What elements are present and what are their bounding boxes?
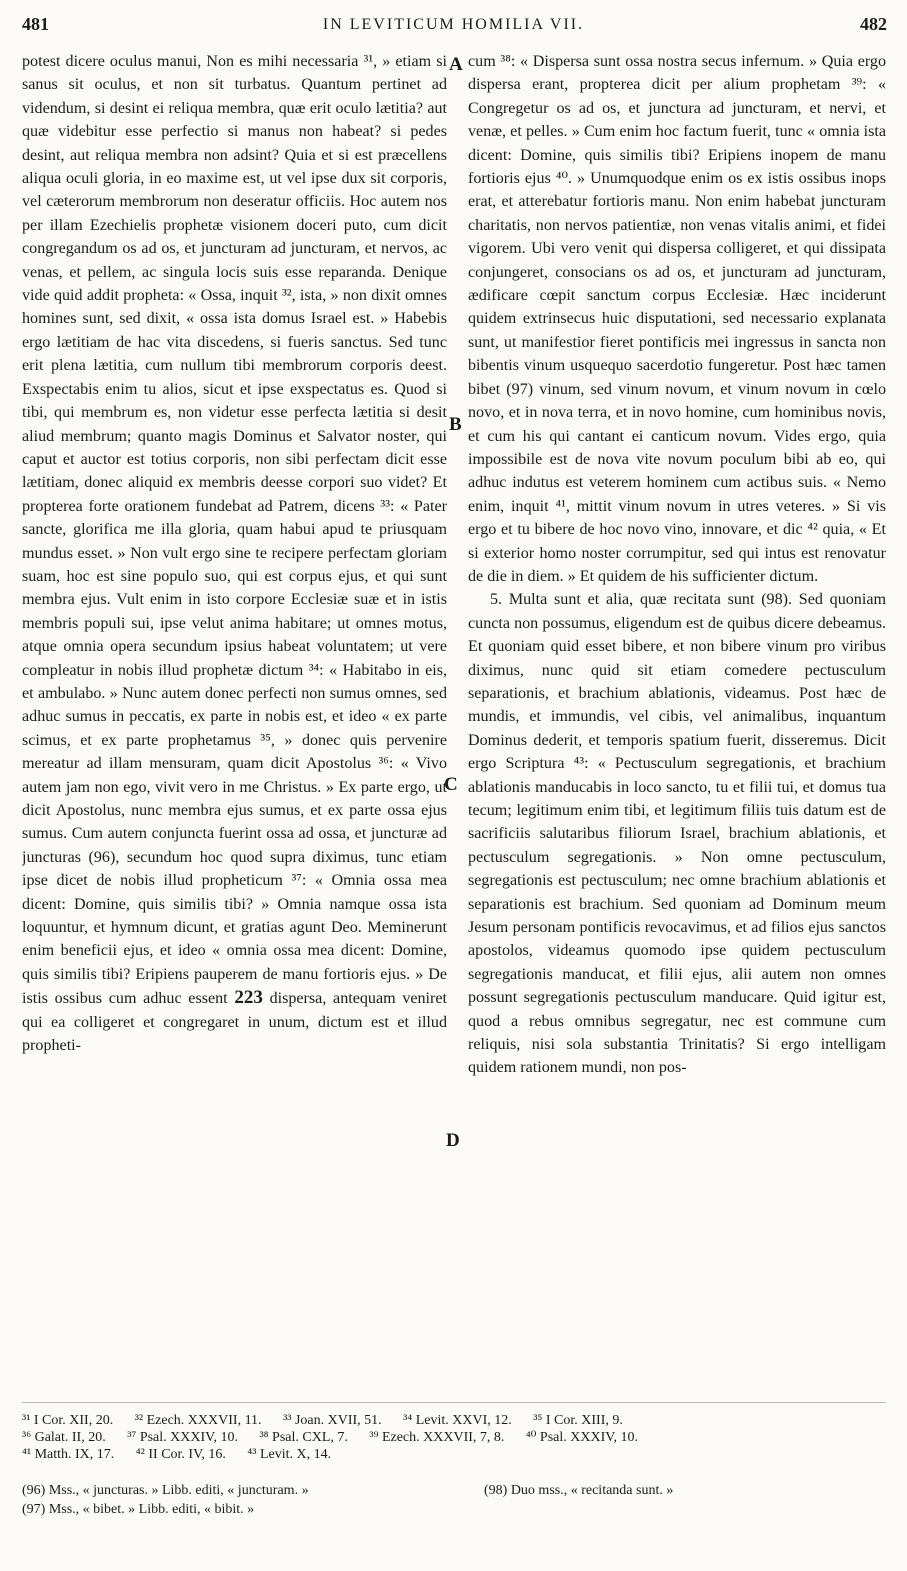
margin-letter-c: C: [444, 774, 458, 795]
page-number-left: 481: [22, 14, 49, 34]
left-text-main: potest dicere oculus manui, Non es mihi necessaria ³¹, » etiam si sanus sit oculus, et non sit turbatus. Quantum pertinet ad videndum, si desint ei reliqua membra, quæ erit oculo lætitia? aut quæ videbitur esse perfectio si manus non habeat? si pedes desint, aut reliqua membra non adsint? Quia et si est præcellens aliqua oculi gloria, in eo maxime est, ut vel ipse dux sit corporis, vel cæterorum membrorum non deseratur officiis. Hoc autem nos per illam Ezechielis prophetæ visionem doceri puto, cum dicit congregandum os ad os, et juncturam ad juncturam, et nervos, ac venas, et pellem, ac singula locis suis esse reparanda. Denique vide quid addit propheta: « Ossa, inquit ³², ista, » non dixit omnes homines sunt, sed dixit, « ossa ista domus Israel est. » Habebis ergo lætitiam de hac vita discedens, si fueris sanctus. Sed tunc erit plena lætitia, cum nullum tibi membrorum corporis deest. Exspectabis enim tu alios, sicut et ipse exspectatus es. Quod si tibi, qui membrum es, non videtur esse perfecta lætitia si desit aliud membrum; quanto magis Dominus et Salvator noster, qui caput et auctor est totius corporis, non sibi perfectam dicit esse lætitiam, donec aliquid ex membris deesse corpori suo videt? Et propterea forte orationem fundebat ad Patrem, dicens ³³: « Pater sancte, glorifica me illa gloria, quam habui apud te priusquam mundus esset. » Non vult ergo sine te recipere perfectam gloriam suam, hoc est sine populo suo, qui est corpus ejus, et qui sunt membra ejus. Vult enim in isto corpore Ecclesiæ suæ et in istis membris populi sui, ipse velut anima habitare; ut omnes motus, atque omnia opera secundum ipsius habeat voluntatem; ut vere compleatur in nobis illud prophetæ dictum ³⁴: « Habitabo in eis, et ambulabo. » Nunc autem donec perfecti non sumus omnes, sed adhuc sumus in peccatis, ex parte in nobis est, et ideo « ex parte scimus, et ex parte prophetamus ³⁵, » donec quis pervenire mereatur ad illam mensuram, quam dicit Apostolus ³⁶: « Vivo autem jam non ego, vivit vero in me Christus. » Ex parte ergo, ut dicit Apostolus, nunc membra ejus sumus, et ex parte ossa ejus sumus. Cum autem conjuncta fuerint ossa ad ossa, et juncturæ ad juncturas (96), secundum hoc quod supra diximus, tunc etiam ipse dicet de nobis illud propheticum ³⁷: « Omnia ossa mea dicent: Domine, quis similis tibi? » Omnia namque ossa ista loquuntur, et hymnum dicunt, et gratias agunt Deo. Meminerunt enim beneficii ejus, et ideo « omnia ossa mea dicent: Domine, quis similis tibi? Eripiens pauperem de manu fortioris ejus. » De istis ossibus cum adhuc essent: [22, 53, 447, 1008]
margin-letter-a: A: [449, 54, 463, 75]
variant-note-98: (98) Duo mss., « recitanda sunt. »: [484, 1483, 674, 1498]
footnote: ³¹ I Cor. XII, 20.: [22, 1413, 114, 1428]
variant-note-96: (96) Mss., « juncturas. » Libb. editi, « juncturam. »: [22, 1483, 309, 1498]
footnote: ⁴¹ Matth. IX, 17.: [22, 1447, 115, 1462]
footnotes-line-1: [22, 1412, 886, 1429]
footnote: ³⁵ I Cor. XIII, 9.: [533, 1413, 623, 1428]
footnotes-line-2: [22, 1429, 886, 1446]
left-text-end: dispersa, antequam veniret qui ea colligeret et congregaret in unum, dictum est et illud propheti-: [22, 990, 447, 1055]
footnote: ⁴² II Cor. IV, 16.: [135, 1447, 226, 1462]
footnote: ³⁷ Psal. XXXIV, 10.: [127, 1430, 238, 1445]
footnote-divider: [22, 1402, 886, 1403]
footnote: ³⁸ Psal. CXL, 7.: [259, 1430, 348, 1445]
column-right: [468, 50, 886, 1395]
margin-letter-b: B: [449, 414, 462, 435]
footnote: ³² Ezech. XXXVII, 11.: [134, 1413, 262, 1428]
footnotes-line-3: [22, 1446, 886, 1463]
variant-note-97: (97) Mss., « bibet. » Libb. editi, « bibit. »: [22, 1502, 255, 1517]
left-column-text: [22, 50, 447, 1057]
margin-letter-d: D: [446, 1130, 460, 1151]
footnote: ³⁶ Galat. II, 20.: [22, 1430, 106, 1445]
footnote: ⁴³ Levit. X, 14.: [247, 1447, 332, 1462]
marginal-number: 223: [234, 987, 263, 1009]
page-number-right: 482: [860, 14, 887, 34]
running-title: IN LEVITICUM HOMILIA VII.: [322, 16, 585, 33]
running-header: [0, 14, 907, 38]
footnote: ³⁹ Ezech. XXXVII, 7, 8.: [369, 1430, 505, 1445]
column-left: [22, 50, 447, 1395]
footnote: ³³ Joan. XVII, 51.: [283, 1413, 382, 1428]
footnote: ⁴⁰ Psal. XXXIV, 10.: [525, 1430, 639, 1445]
footnote: ³⁴ Levit. XXVI, 12.: [403, 1413, 512, 1428]
right-paragraph-1: cum ³⁸: « Dispersa sunt ossa nostra secus infernum. » Quia ergo dispersa erant, propterea dicit per alium prophetam ³⁹: « Congregetur os ad os, et junctura ad juncturam, et nervi, et venæ, et pelles. » Cum enim hoc factum fuerit, tunc « omnia ista dicent: Domine, quis similis tibi? Eripiens inopem de manu fortioris ejus ⁴⁰. » Unumquodque enim os ex istis ossibus inops erat, et atterebatur fortioris manu. Non enim habebat juncturam charitatis, non nervos patientiæ, non venas vitalis animi, et fidei vigorem. Ubi vero venit qui dispersa colligeret, et qui dissipata conjungeret, consocians os ad os, et juncturam ad juncturam, ædificare cœpit sanctum corpus Ecclesiæ. Hæc inciderunt quidem extrinsecus huic disputationi, sed necessario explanata sunt, ut manifestior fieret pontificis mei ingressus in sancta non bibentis vinum usquequo sacerdotio fungeretur. Post hæc tamen bibet (97) vinum, sed vinum novum, et vinum novum in cœlo novo, et in nova terra, et in novo homine, cum hominibus novis, et cum his qui cantant ei canticum novum. Vides ergo, quia impossibile est de nova vite novum poculum bibi ab eo, qui adhuc indutus est veterem hominem cum actibus suis. « Nemo enim, inquit ⁴¹, mittit vinum novum in utres veteres. » Si vis ergo et tu bibere de hoc novo vino, innovare, et dic ⁴² quia, « Et si exterior homo noster corrumpitur, sed qui intus est renovatur de die in diem. » Et quidem de his sufficienter dictum.: [468, 53, 886, 585]
right-paragraph-2: 5. Multa sunt et alia, quæ recitata sunt (98). Sed quoniam cuncta non possumus, eligendum est de quibus dicere debeamus. Et quoniam quid esset bibere, et non bibere vinum pro viribus diximus, nunc quid sit etiam comedere pectusculum separationis, et brachium ablationis, videamus. Post hæc de mundis, et immundis, vel cibis, vel animalibus, inquantum Dominus dederit, et temporis spatium fuerit, disseremus. Dicit ergo Scriptura ⁴³: « Pectusculum segregationis, et brachium ablationis manducabis in loco sancto, tu et filii tui, et domus tua tecum; legitimum enim tibi, et legitimum filiis tuis datum est de sacrificiis salutaribus filiorum Israel, brachium ablationis, et pectusculum segregationis. » Non omne pectusculum, segregationis est pectusculum; nec omne brachium ablationis et separationis est brachium. Sed quoniam ad Dominum meum Jesum personam pontificis revocavimus, et ad filios ejus sanctos apostolos, videamus quomodo ipse quidem pectusculum segregationis manducat, et filii ejus, alii autem non omnes possunt segregationis pectusculum manducare. Quid igitur est, quod a rebus omnibus segregatur, nec est commune cum reliquis, nisi sola substantia Trinitatis? Si ergo intelligam quidem rationem mundi, non pos-: [468, 591, 886, 1077]
